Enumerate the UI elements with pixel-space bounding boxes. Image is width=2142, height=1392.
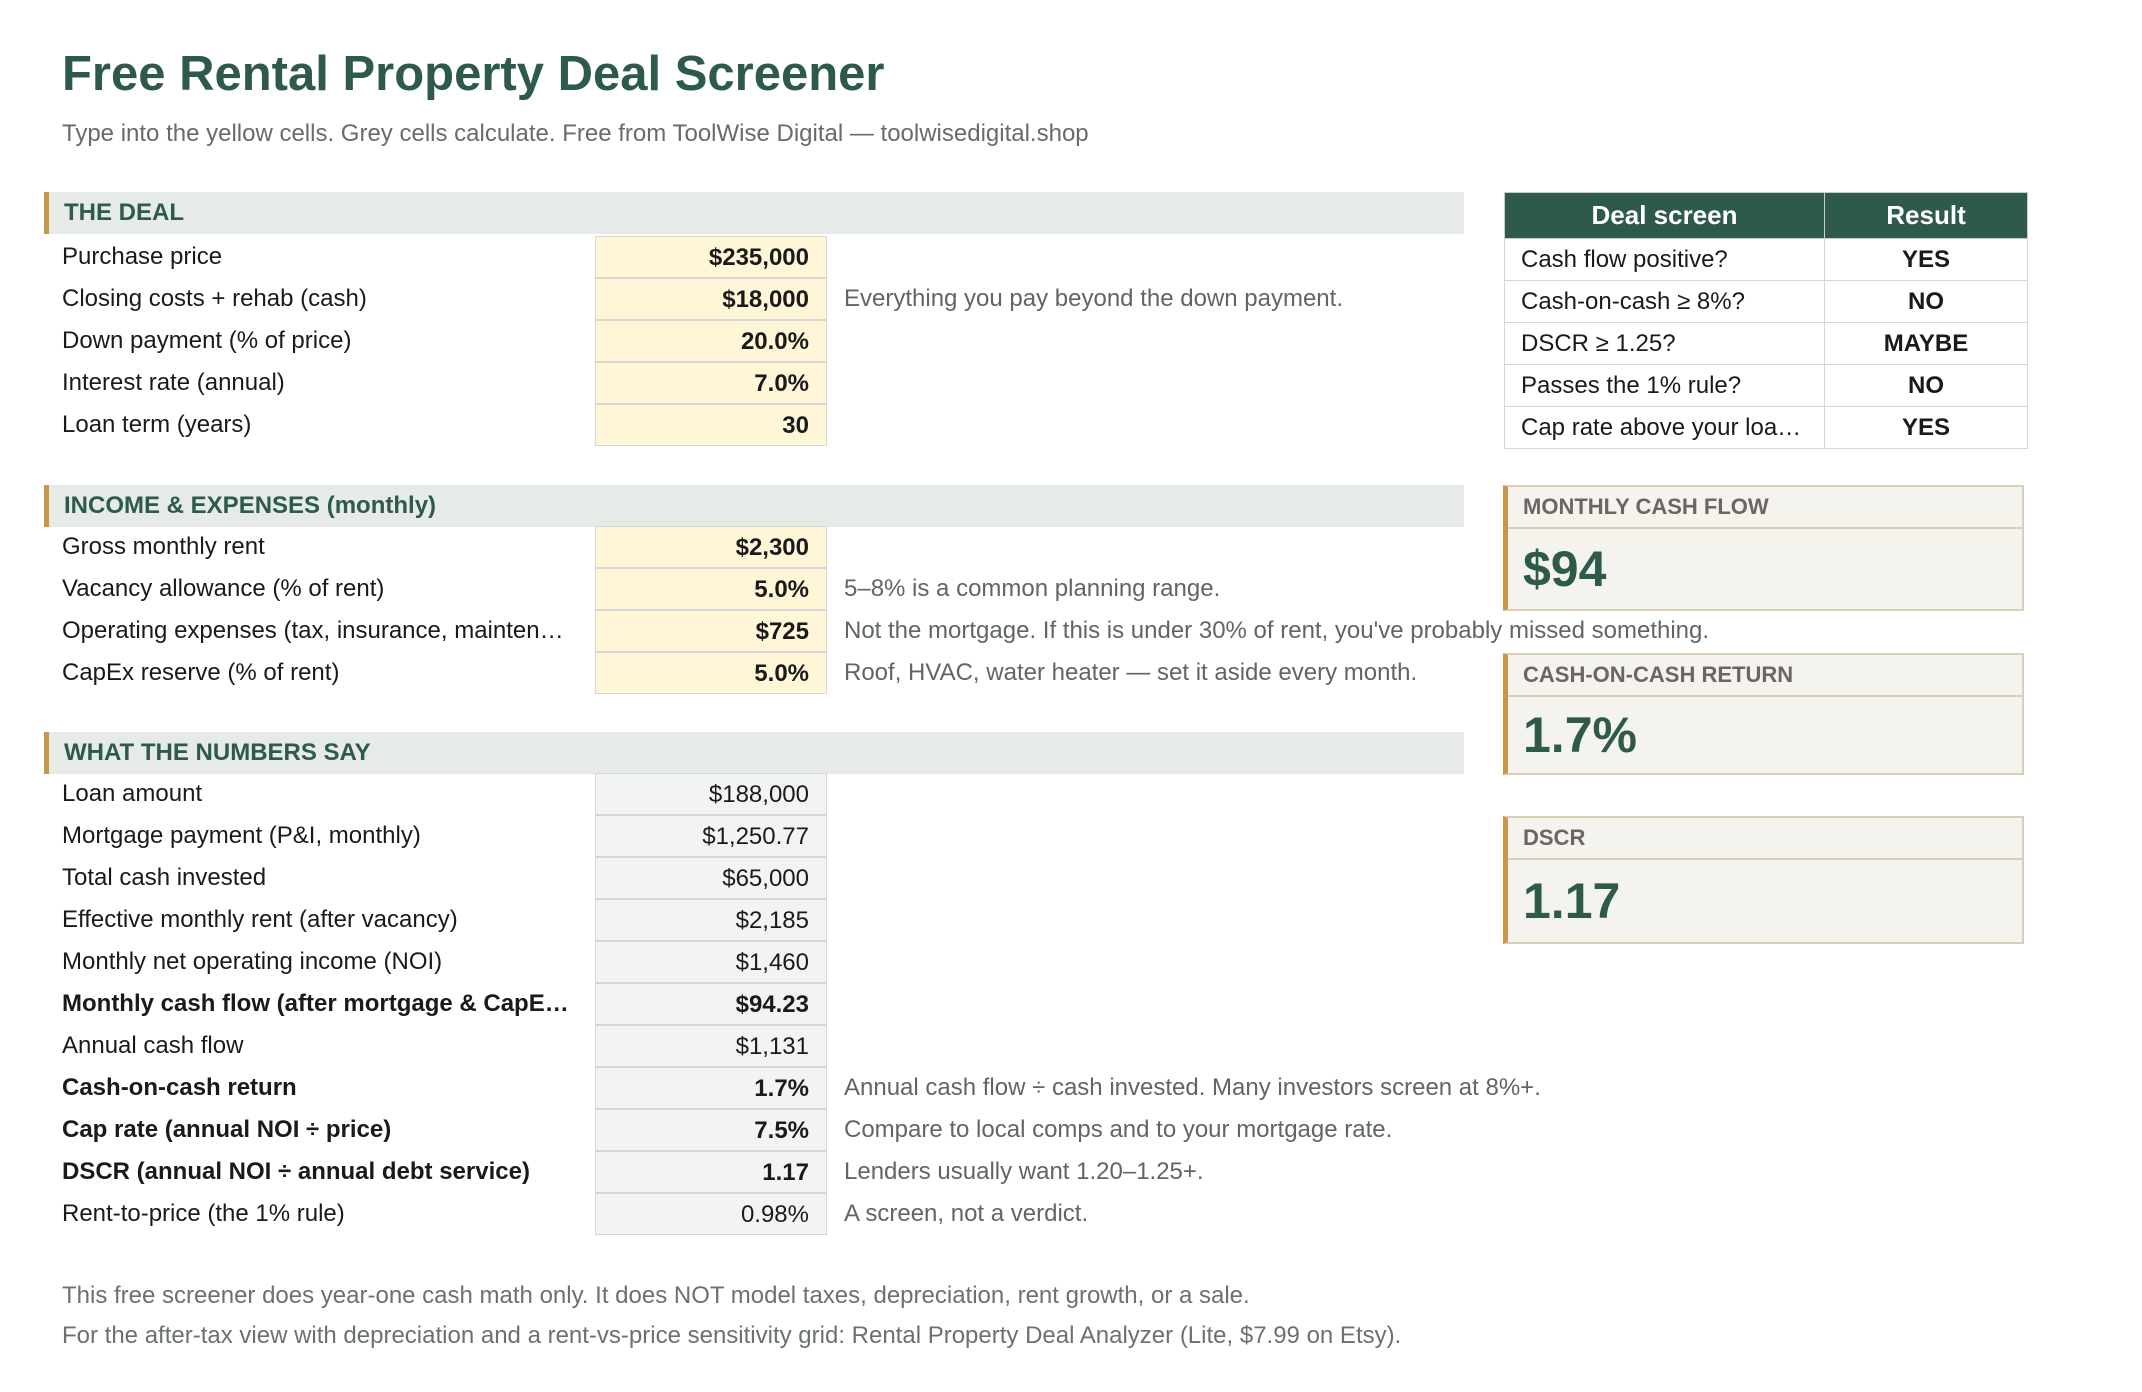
dscr-value: 1.17 [595,1151,827,1193]
row-label: Annual cash flow [62,1032,244,1059]
row-label: Loan term (years) [62,411,252,438]
kpi-card-monthly-cash-flow [1503,485,2024,611]
kpi-card-cash-on-cash [1503,653,2024,775]
table-row [0,1067,2142,1109]
row-label: Loan amount [62,780,203,807]
operating-expenses-input[interactable]: $725 [595,610,827,652]
table-row [0,773,2142,815]
row-label: Rent-to-price (the 1% rule) [62,1200,345,1227]
closing-costs-input[interactable]: $18,000 [595,278,827,320]
gross-rent-input[interactable]: $2,300 [595,526,827,568]
kpi-value: $94 [1523,541,1607,597]
row-label: Monthly net operating income (NOI) [62,948,443,975]
row-note: Not the mortgage. If this is under 30% of rent, you've probably missed something. [844,617,1710,644]
total-cash-invested-value: $65,000 [595,857,827,899]
row-label: Mortgage payment (P&I, monthly) [62,822,421,849]
table-row [0,610,2142,652]
screen-result: YES [1825,407,2028,449]
cash-on-cash-value: 1.7% [595,1067,827,1109]
row-note: Roof, HVAC, water heater — set it aside every month. [844,659,1418,686]
screen-question: Passes the 1% rule? [1505,365,1825,407]
row-note: Compare to local comps and to your mortgage rate. [844,1116,1393,1143]
row-note: 5–8% is a common planning range. [844,575,1221,602]
row-note: Annual cash flow ÷ cash invested. Many investors screen at 8%+. [844,1074,1541,1101]
screen-result: NO [1825,365,2028,407]
screen-result: YES [1825,239,2028,281]
table-row [1505,365,2028,407]
table-row [0,1109,2142,1151]
footer-disclaimer: This free screener does year-one cash math only. It does NOT model taxes, depreciation, rent growth, or a sale. [62,1282,1250,1309]
capex-input[interactable]: 5.0% [595,652,827,694]
row-label: Purchase price [62,243,223,270]
mortgage-payment-value: $1,250.77 [595,815,827,857]
kpi-label: CASH-ON-CASH RETURN [1508,655,2022,697]
table-row [0,1151,2142,1193]
table-row [1505,239,2028,281]
monthly-cash-flow-value: $94.23 [595,983,827,1025]
row-label: Interest rate (annual) [62,369,285,396]
row-note: Everything you pay beyond the down payment. [844,285,1343,312]
purchase-price-input[interactable]: $235,000 [595,236,827,278]
rent-to-price-value: 0.98% [595,1193,827,1235]
table-row [0,941,2142,983]
table-row [1505,407,2028,449]
noi-value: $1,460 [595,941,827,983]
interest-rate-input[interactable]: 7.0% [595,362,827,404]
table-row [0,1025,2142,1067]
annual-cash-flow-value: $1,131 [595,1025,827,1067]
kpi-value: 1.17 [1523,873,1621,929]
row-note: A screen, not a verdict. [844,1200,1089,1227]
section-header-income: INCOME & EXPENSES (monthly) [44,485,1464,527]
deal-screen-header: Deal screen [1505,193,1825,239]
effective-rent-value: $2,185 [595,899,827,941]
cap-rate-value: 7.5% [595,1109,827,1151]
section-header-numbers: WHAT THE NUMBERS SAY [44,732,1464,774]
kpi-card-dscr [1503,816,2024,944]
screen-result: NO [1825,281,2028,323]
row-note: Lenders usually want 1.20–1.25+. [844,1158,1204,1185]
loan-amount-value: $188,000 [595,773,827,815]
screen-question: DSCR ≥ 1.25? [1505,323,1825,365]
screen-question: Cap rate above your loa… [1505,407,1825,449]
footer-upsell: For the after-tax view with depreciation and a rent-vs-price sensitivity grid: Rental Property Deal Analyzer (Lite, $7.99 on Etsy). [62,1322,1402,1349]
page-subtitle: Type into the yellow cells. Grey cells calculate. Free from ToolWise Digital — toolwisedigital.shop [62,120,1089,147]
table-row [1505,281,2028,323]
row-label: Down payment (% of price) [62,327,352,354]
kpi-label: MONTHLY CASH FLOW [1508,487,2022,529]
row-label: Operating expenses (tax, insurance, mainten… [62,617,564,644]
table-row [1505,323,2028,365]
deal-screen-table [1504,192,2028,449]
row-label: Cap rate (annual NOI ÷ price) [62,1116,392,1143]
row-label: Total cash invested [62,864,267,891]
screen-question: Cash-on-cash ≥ 8%? [1505,281,1825,323]
kpi-label: DSCR [1508,818,2022,860]
table-row [0,983,2142,1025]
vacancy-input[interactable]: 5.0% [595,568,827,610]
row-label: DSCR (annual NOI ÷ annual debt service) [62,1158,530,1185]
screen-question: Cash flow positive? [1505,239,1825,281]
kpi-value: 1.7% [1523,707,1637,763]
page-title: Free Rental Property Deal Screener [62,47,885,101]
screen-result: MAYBE [1825,323,2028,365]
row-label: Cash-on-cash return [62,1074,297,1101]
row-label: Monthly cash flow (after mortgage & CapE… [62,990,569,1017]
section-header-deal: THE DEAL [44,192,1464,234]
row-label: Closing costs + rehab (cash) [62,285,367,312]
row-label: Effective monthly rent (after vacancy) [62,906,458,933]
row-label: Vacancy allowance (% of rent) [62,575,385,602]
down-payment-input[interactable]: 20.0% [595,320,827,362]
result-header: Result [1825,193,2028,239]
loan-term-input[interactable]: 30 [595,404,827,446]
row-label: CapEx reserve (% of rent) [62,659,340,686]
table-row [0,1193,2142,1235]
row-label: Gross monthly rent [62,533,265,560]
